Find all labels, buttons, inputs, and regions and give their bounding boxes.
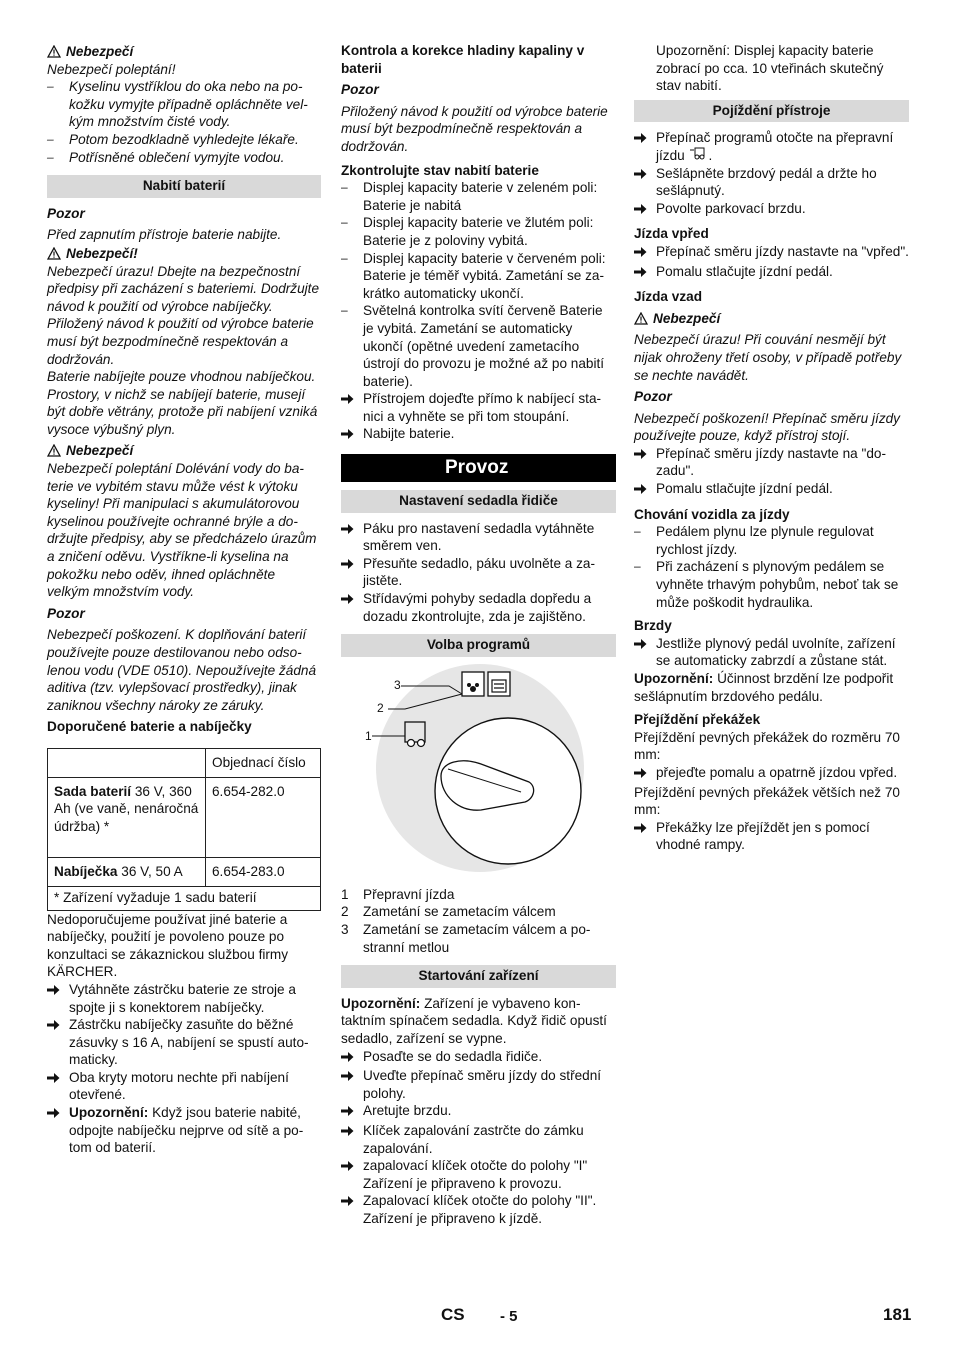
list-item: – Displej kapacity baterie ve žlutém poli: Baterie je z poloviny vybitá. [341,215,594,248]
warning-text: Nebezpečí poleptání! [47,61,176,77]
arrow-right-icon [341,593,354,605]
list-item: Jestliže plynový pedál uvolníte, zařízení se automaticky zabrzdí a zůstane stát. [634,635,909,670]
list-item: Přepínač směru jízdy nastavte na "vpřed". [634,243,909,263]
arrow-right-icon [341,558,354,570]
list-item: – Kyselinu vystříklou do oka nebo na pokožku vymyjte případně opláchněte velkým množstvím čisté vody. [47,79,308,130]
list-item: – Displej kapacity baterie v zeleném poli: Baterie je nabitá [341,180,598,213]
list-item: – Potřísněné oblečení vymyjte vodou. [47,149,285,165]
list-item: Páku pro nastavení sedadla vytáhněte směrem ven. [341,520,616,555]
caution-text: Přiložený návod k použití od výrobce baterie musí být bezpodmínečně respektován a dodržován. [341,103,608,154]
warning-heading [47,442,321,460]
program-selector-diagram [341,664,616,886]
program-selector-illustration [341,664,616,886]
table-row: Sada baterií 36 V, 360 Ah (ve vaně, nenáročná údržba) * 6.654-282.0 [48,777,321,858]
subheading-fluid: Kontrola a korekce hladiny kapaliny v baterii [341,43,585,76]
warning-triangle-icon [47,247,61,260]
warning-text: Nebezpečí poleptání Dolévání vody do baterie ve vybitém stavu může vést k výtoku kyseliny! Při manipulaci s akumulátorovou kyselinou používejte ochranné brýle a dodržujte předpisy, aby se předcházelo úrazům a zničení oděvu. Vystříkne-li kyselina na pokožku nebo oděv, ihned opláchněte velkým množstvím vody. [47,461,317,600]
list-item: Překážky lze přejíždět jen s pomocí vhodné rampy. [634,819,909,854]
arrow-right-icon [341,523,354,535]
list-item: Aretujte brzdu. [341,1102,616,1122]
warning-title: Nebezpečí [66,44,134,59]
caution-title: Pozor [47,605,85,621]
list-item: Povolte parkovací brzdu. [634,200,909,220]
warning-title: Nebezpečí! [66,245,138,261]
warning-title: Nebezpečí [653,310,721,326]
list-item: 1 Přepravní jízda [341,886,455,902]
list-item: Klíček zapalování zastrčte do zámku zapalování. [341,1122,616,1157]
list-item: Pomalu stlačujte jízdní pedál. [634,480,909,500]
warning-text: Prostory, v nichž se nabíjejí baterie, musejí být dobře větrány, protože při nabíjení vzniká vysoce výbušný plyn. [47,386,318,437]
list-item: Sešlápněte brzdový pedál a držte ho sešlápnutý. [634,165,909,200]
list-item: – Displej kapacity baterie v červeném poli: Baterie je téměř vybitá. Zametání se zakrátko automaticky ukončí. [341,250,606,301]
footer-language: CS [441,1305,465,1324]
caution-title: Pozor [341,82,379,98]
list-item: – Při zacházení s plynovým pedálem se vyhněte trhavým pohybům, neboť tak se může poškodit hydraulika. [634,559,899,610]
arrow-right-icon [634,168,647,180]
diagram-label: 3 [394,677,401,692]
list-item: Přístrojem dojeďte přímo k nabíjecí stanici a vyhněte se při tom stoupání. [341,390,616,425]
subheading-check: Zkontrolujte stav nabití baterie [341,162,539,178]
arrow-right-icon [634,132,647,144]
list-item: Upozornění: Když jsou baterie nabité, odpojte nabíječku nejprve od sítě a potom od baterií. [47,1104,321,1157]
caution-text: Nebezpečí poškození! Přepínač směru jízdy používejte pouze, když přístroj stojí. [634,410,900,444]
warning-text: Baterie nabíjejte pouze vhodnou nabíječkou. [47,369,316,385]
list-item: zapalovací klíček otočte do polohy "I" Zařízení je připraveno k provozu. [341,1157,616,1192]
subheading-obstacles: Přejíždění překážek [634,712,761,728]
section-header-programs: Volba programů [341,634,616,657]
warning-triangle-icon [634,312,648,325]
program-list [341,886,616,956]
list-item: Oba kryty motoru nechte při nabíjení otevřené. [47,1069,321,1104]
arrow-right-icon [47,984,60,996]
arrow-right-icon [634,767,647,779]
caution-title: Pozor [634,389,672,405]
list-item: Přepínač programů otočte na přepravní jízdu . [634,129,909,164]
arrow-right-icon [47,1107,60,1119]
paragraph: Upozornění: Účinnost brzdění lze podpořit sešlápnutím brzdového pedálu. [634,671,894,704]
list-item: Přepínač směru jízdy nastavte na "dozadu". [634,445,909,480]
subheading-forward: Jízda vpřed [634,226,709,242]
table-cell: 6.654-283.0 [206,858,321,887]
column-3 [634,42,909,854]
paragraph: Upozornění: Displej kapacity baterie zobrací po cca. 10 vteřinách skutečný stav nabití. [656,43,884,94]
warning-triangle-icon [47,444,61,457]
diagram-label: 1 [365,728,372,743]
arrow-right-icon [341,393,354,405]
list-item: Přesuňte sedadlo, páku uvolněte a zajistěte. [341,555,616,590]
arrow-right-icon [341,1125,354,1137]
caution-text: Před zapnutím přístroje baterie nabijte. [47,227,282,243]
arrow-right-icon [341,1051,354,1063]
subheading-recommended: Doporučené baterie a nabíječky [47,719,252,735]
caution-text: Nebezpečí poškození. K doplňování baterií používejte pouze destilovanou nebo odsolenou vodu (VDE 0510). Nepoužívejte žádná aditiva (tzv. vylepšovací prostředky), jinak zaniknou všechny nároky ze záruky. [47,627,317,713]
arrow-right-icon [634,203,647,215]
table-row: Nabíječka 36 V, 50 A 6.654-283.0 [48,858,321,887]
list-item: – Světelná kontrolka svítí červeně Baterie je vybitá. Zametání se automaticky ukončí (opětné uvedení zametacího ústrojí do provozu je možné až po nabití baterie). [341,303,605,389]
warning-text: Nebezpečí úrazu! Při couvání nesmějí být nijak ohroženy třetí osoby, v případě potřeby se nechte navádět. [634,332,902,383]
section-header-start: Startování zařízení [341,965,616,988]
paragraph: Nedoporučujeme používat jiné baterie a nabíječky, použití je povoleno pouze po konzultaci se zákaznickou službou firmy KÄRCHER. [47,911,289,980]
warning-heading [47,43,321,61]
column-1 [47,42,321,1157]
transport-mode-icon [689,147,709,160]
arrow-right-icon [634,266,647,278]
column-2 [341,42,616,1228]
table-row [48,748,321,777]
arrow-right-icon [47,1019,60,1031]
arrow-right-icon [341,428,354,440]
list-item: – Pedálem plynu lze plynule regulovat rychlost jízdy. [634,524,874,557]
footer-local-page: - 5 [500,1308,518,1325]
chapter-title-provoz: Provoz [341,454,616,482]
paragraph: Upozornění: Zařízení je vybaveno kontaktním spínačem sedadla. Když řidič opustí sedadlo, zařízení se vypne. [341,995,607,1046]
warning-heading [634,310,909,328]
table-cell: 6.654-282.0 [206,777,321,858]
arrow-right-icon [634,638,647,650]
list-item: Uveďte přepínač směru jízdy do střední polohy. [341,1067,616,1102]
list-item: Zapalovací klíček otočte do polohy "II". Zařízení je připraveno k jízdě. [341,1192,616,1227]
caution-title: Pozor [47,205,85,221]
list-item: Posaďte se do sedadla řidiče. [341,1048,616,1068]
arrow-right-icon [341,1105,354,1117]
arrow-right-icon [634,246,647,258]
warning-text: Nebezpečí úrazu! Dbejte na bezpečnostní předpisy při zacházení s bateriemi. Dodržujte návod k použití od výrobce nabíječky. Přiložený návod k použití od výrobce baterie musí být bezpodmínečně respektován a dodržován. [47,263,320,367]
section-header-charging: Nabití baterií [47,175,321,198]
arrow-right-icon [634,822,647,834]
list-item: – Potom bezodkladně vyhledejte lékaře. [47,131,299,147]
arrow-right-icon [634,448,647,460]
table-row [48,886,321,910]
footer-page-number: 181 [883,1305,912,1324]
list-item: 3 Zametání se zametacím válcem a postranní metlou [341,922,591,955]
paragraph: Přejíždění pevných překážek větších než 70 mm: [634,784,900,818]
subheading-reverse: Jízda vzad [634,289,702,305]
arrow-right-icon [47,1072,60,1084]
arrow-right-icon [341,1070,354,1082]
paragraph: Přejíždění pevných překážek do rozměru 70 mm: [634,729,900,763]
list-item: 2 Zametání se zametacím válcem [341,904,556,920]
warning-title: Nebezpečí [66,443,134,459]
subheading-brakes: Brzdy [634,618,672,634]
arrow-right-icon [341,1195,354,1207]
list-item: Střídavými pohyby sedadla dopředu a dozadu zkontrolujte, zda je zajištěno. [341,590,616,625]
warning-heading [47,245,321,263]
section-header-seat: Nastavení sedadla řidiče [341,490,616,513]
list-item: Nabijte baterie. [341,425,616,445]
list-item: Vytáhněte zástrčku baterie ze stroje a spojte ji s konektorem nabíječky. [47,981,321,1016]
diagram-label: 2 [377,700,384,715]
table-header: Objednací číslo [206,748,321,777]
warning-triangle-icon [47,45,61,58]
subheading-behaviour: Chování vozidla za jízdy [634,506,790,522]
section-header-moving: Pojíždění přístroje [634,100,909,123]
list-item: Pomalu stlačujte jízdní pedál. [634,263,909,283]
table-footnote: * Zařízení vyžaduje 1 sadu baterií [48,886,321,910]
arrow-right-icon [634,483,647,495]
list-item: přejeďte pomalu a opatrně jízdou vpřed. [634,764,909,784]
arrow-right-icon [341,1160,354,1172]
battery-table [47,748,321,911]
list-item: Zástrčku nabíječky zasuňte do běžné zásuvky s 16 A, nabíjení se spustí automaticky. [47,1016,321,1069]
